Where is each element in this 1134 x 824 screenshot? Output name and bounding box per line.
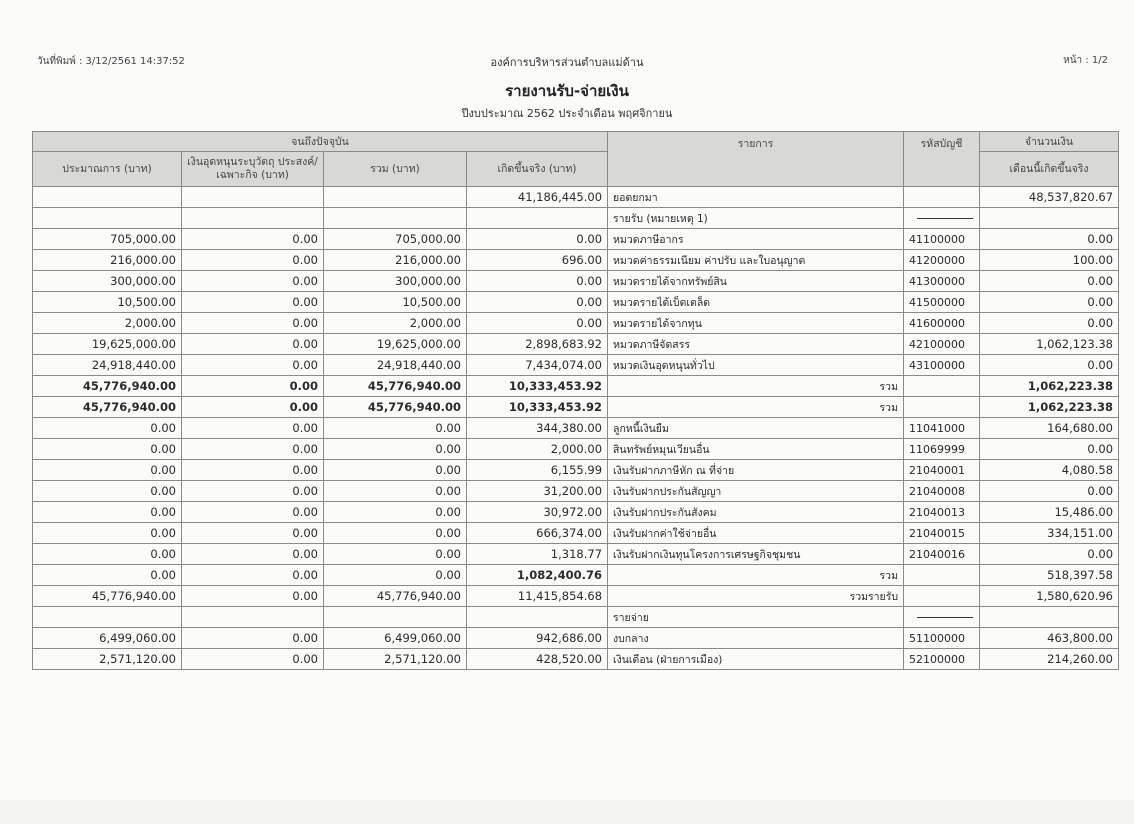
cell-item: หมวดเงินอุดหนุนทั่วไป — [608, 355, 904, 376]
cell-amount: 4,080.58 — [980, 460, 1119, 481]
cell-amount: 0.00 — [980, 271, 1119, 292]
cell-account-code: 51100000 — [904, 628, 980, 649]
cell-actual: 428,520.00 — [467, 649, 608, 670]
cell-item: ยอดยกมา — [608, 187, 904, 208]
cell-account-code: 21040008 — [904, 481, 980, 502]
table-row — [33, 544, 1119, 565]
cell-subsidy: 0.00 — [182, 439, 324, 460]
table-row — [33, 229, 1119, 250]
cell-item: หมวดภาษีอากร — [608, 229, 904, 250]
column-header-estimate: ประมาณการ (บาท) — [33, 152, 182, 187]
table-row — [33, 376, 1119, 397]
cell-actual: 0.00 — [467, 292, 608, 313]
cell-amount: 334,151.00 — [980, 523, 1119, 544]
cell-amount: 1,062,223.38 — [980, 397, 1119, 418]
cell-actual: 2,898,683.92 — [467, 334, 608, 355]
cell-estimate: 6,499,060.00 — [33, 628, 182, 649]
cell-actual: 41,186,445.00 — [467, 187, 608, 208]
cell-subsidy: 0.00 — [182, 313, 324, 334]
cell-account-code — [904, 208, 980, 229]
cell-estimate: 0.00 — [33, 565, 182, 586]
cell-amount: 1,580,620.96 — [980, 586, 1119, 607]
cell-actual: 7,434,074.00 — [467, 355, 608, 376]
cell-estimate: 0.00 — [33, 481, 182, 502]
table-row — [33, 334, 1119, 355]
cell-subsidy: 0.00 — [182, 292, 324, 313]
cell-subsidy: 0.00 — [182, 523, 324, 544]
cell-account-code — [904, 586, 980, 607]
cell-item: หมวดรายได้เบ็ดเตล็ด — [608, 292, 904, 313]
cell-estimate: 0.00 — [33, 523, 182, 544]
cell-estimate: 19,625,000.00 — [33, 334, 182, 355]
cell-actual: 666,374.00 — [467, 523, 608, 544]
cell-estimate: 0.00 — [33, 439, 182, 460]
table-row — [33, 586, 1119, 607]
cell-item: สินทรัพย์หมุนเวียนอื่น — [608, 439, 904, 460]
cell-actual: 696.00 — [467, 250, 608, 271]
cell-amount: 0.00 — [980, 439, 1119, 460]
cell-account-code: 21040013 — [904, 502, 980, 523]
cell-actual — [467, 607, 608, 628]
report-table — [32, 131, 1119, 670]
cell-subsidy: 0.00 — [182, 376, 324, 397]
cell-total: 0.00 — [324, 439, 467, 460]
cell-estimate: 705,000.00 — [33, 229, 182, 250]
cell-account-code: 21040001 — [904, 460, 980, 481]
cell-account-code: 42100000 — [904, 334, 980, 355]
cell-total: 45,776,940.00 — [324, 376, 467, 397]
cell-account-code — [904, 397, 980, 418]
cell-item: เงินรับฝากประกันสังคม — [608, 502, 904, 523]
cell-subsidy: 0.00 — [182, 502, 324, 523]
cell-actual — [467, 208, 608, 229]
cell-subsidy: 0.00 — [182, 649, 324, 670]
cell-estimate: 10,500.00 — [33, 292, 182, 313]
cell-account-code: 41500000 — [904, 292, 980, 313]
cell-account-code — [904, 187, 980, 208]
cell-actual: 31,200.00 — [467, 481, 608, 502]
cell-subsidy: 0.00 — [182, 250, 324, 271]
cell-item: เงินเดือน (ฝ่ายการเมือง) — [608, 649, 904, 670]
report-title: รายงานรับ-จ่ายเงิน — [505, 82, 629, 100]
cell-item: เงินรับฝากค่าใช้จ่ายอื่น — [608, 523, 904, 544]
cell-amount: 0.00 — [980, 355, 1119, 376]
cell-subsidy — [182, 208, 324, 229]
cell-actual: 0.00 — [467, 229, 608, 250]
cell-amount — [980, 607, 1119, 628]
table-row — [33, 460, 1119, 481]
cell-estimate: 0.00 — [33, 502, 182, 523]
cell-subsidy: 0.00 — [182, 418, 324, 439]
cell-actual: 344,380.00 — [467, 418, 608, 439]
cell-account-code — [904, 376, 980, 397]
cell-total: 0.00 — [324, 502, 467, 523]
cell-actual: 11,415,854.68 — [467, 586, 608, 607]
report-subtitle: ปีงบประมาณ 2562 ประจำเดือน พฤศจิกายน — [461, 107, 673, 120]
code-placeholder-line — [917, 617, 973, 618]
table-row — [33, 523, 1119, 544]
table-row — [33, 418, 1119, 439]
cell-item: เงินรับฝากเงินทุนโครงการเศรษฐกิจชุมชน — [608, 544, 904, 565]
cell-total-label: รวม — [608, 376, 904, 397]
cell-account-code: 41200000 — [904, 250, 980, 271]
cell-estimate: 0.00 — [33, 544, 182, 565]
cell-item: งบกลาง — [608, 628, 904, 649]
table-row — [33, 607, 1119, 628]
cell-estimate: 300,000.00 — [33, 271, 182, 292]
table-row — [33, 565, 1119, 586]
cell-amount: 0.00 — [980, 229, 1119, 250]
cell-actual: 942,686.00 — [467, 628, 608, 649]
table-row — [33, 439, 1119, 460]
cell-subsidy: 0.00 — [182, 397, 324, 418]
cell-amount: 518,397.58 — [980, 565, 1119, 586]
cell-estimate: 2,571,120.00 — [33, 649, 182, 670]
cell-subsidy: 0.00 — [182, 229, 324, 250]
cell-amount: 0.00 — [980, 313, 1119, 334]
column-header-item: รายการ — [608, 132, 904, 187]
cell-total — [324, 208, 467, 229]
cell-amount: 1,062,223.38 — [980, 376, 1119, 397]
cell-amount: 48,537,820.67 — [980, 187, 1119, 208]
organization-name: องค์การบริหารส่วนตำบลแม่ด้าน — [490, 56, 644, 69]
cell-total: 6,499,060.00 — [324, 628, 467, 649]
cell-amount: 164,680.00 — [980, 418, 1119, 439]
cell-subsidy — [182, 187, 324, 208]
cell-actual: 6,155.99 — [467, 460, 608, 481]
page-number: หน้า : 1/2 — [1063, 55, 1108, 66]
cell-subsidy: 0.00 — [182, 271, 324, 292]
cell-total: 0.00 — [324, 523, 467, 544]
cell-item: เงินรับฝากภาษีหัก ณ ที่จ่าย — [608, 460, 904, 481]
cell-total: 0.00 — [324, 565, 467, 586]
cell-account-code — [904, 565, 980, 586]
cell-subsidy: 0.00 — [182, 481, 324, 502]
cell-account-code: 43100000 — [904, 355, 980, 376]
cell-total — [324, 187, 467, 208]
cell-account-code: 41600000 — [904, 313, 980, 334]
cell-item: ลูกหนี้เงินยืม — [608, 418, 904, 439]
report-body — [33, 187, 1119, 670]
cell-estimate — [33, 187, 182, 208]
cell-account-code: 41300000 — [904, 271, 980, 292]
table-row — [33, 250, 1119, 271]
cell-amount: 463,800.00 — [980, 628, 1119, 649]
cell-total: 10,500.00 — [324, 292, 467, 313]
cell-estimate: 45,776,940.00 — [33, 397, 182, 418]
cell-amount: 0.00 — [980, 481, 1119, 502]
cell-actual: 1,082,400.76 — [467, 565, 608, 586]
cell-amount: 1,062,123.38 — [980, 334, 1119, 355]
print-date: วันที่พิมพ์ : 3/12/2561 14:37:52 — [37, 56, 185, 67]
cell-subsidy: 0.00 — [182, 565, 324, 586]
cell-amount: 100.00 — [980, 250, 1119, 271]
cell-total: 300,000.00 — [324, 271, 467, 292]
cell-amount — [980, 208, 1119, 229]
cell-total: 19,625,000.00 — [324, 334, 467, 355]
cell-item: รายจ่าย — [608, 607, 904, 628]
cell-account-code: 11041000 — [904, 418, 980, 439]
cell-subsidy: 0.00 — [182, 334, 324, 355]
cell-estimate — [33, 208, 182, 229]
cell-account-code — [904, 607, 980, 628]
column-header-subsidy: เงินอุดหนุนระบุวัตถุ ประสงค์/เฉพาะกิจ (บาท) — [182, 152, 324, 187]
column-header-amount: จำนวนเงิน — [980, 132, 1119, 152]
cell-total: 216,000.00 — [324, 250, 467, 271]
table-row — [33, 502, 1119, 523]
cell-amount: 214,260.00 — [980, 649, 1119, 670]
cell-actual: 1,318.77 — [467, 544, 608, 565]
table-row — [33, 313, 1119, 334]
cell-actual: 30,972.00 — [467, 502, 608, 523]
cell-actual: 10,333,453.92 — [467, 376, 608, 397]
cell-account-code: 21040016 — [904, 544, 980, 565]
column-header-total: รวม (บาท) — [324, 152, 467, 187]
table-row — [33, 628, 1119, 649]
cell-subsidy: 0.00 — [182, 628, 324, 649]
cell-total: 0.00 — [324, 544, 467, 565]
group-header-to-date: จนถึงปัจจุบัน — [33, 132, 608, 152]
table-row — [33, 292, 1119, 313]
cell-total: 705,000.00 — [324, 229, 467, 250]
cell-amount: 15,486.00 — [980, 502, 1119, 523]
table-row — [33, 397, 1119, 418]
cell-account-code: 52100000 — [904, 649, 980, 670]
cell-total: 0.00 — [324, 481, 467, 502]
cell-actual: 2,000.00 — [467, 439, 608, 460]
column-header-amount-this-month: เดือนนี้เกิดขึ้นจริง — [980, 152, 1119, 187]
cell-subsidy: 0.00 — [182, 460, 324, 481]
cell-total: 24,918,440.00 — [324, 355, 467, 376]
table-row — [33, 208, 1119, 229]
cell-estimate: 0.00 — [33, 460, 182, 481]
cell-estimate: 2,000.00 — [33, 313, 182, 334]
column-header-account-code: รหัสบัญชี — [904, 132, 980, 187]
cell-amount: 0.00 — [980, 292, 1119, 313]
cell-account-code: 21040015 — [904, 523, 980, 544]
cell-estimate: 24,918,440.00 — [33, 355, 182, 376]
cell-actual: 10,333,453.92 — [467, 397, 608, 418]
cell-estimate: 216,000.00 — [33, 250, 182, 271]
cell-item: หมวดภาษีจัดสรร — [608, 334, 904, 355]
cell-total: 2,000.00 — [324, 313, 467, 334]
cell-item: หมวดค่าธรรมเนียม ค่าปรับ และใบอนุญาต — [608, 250, 904, 271]
cell-amount: 0.00 — [980, 544, 1119, 565]
cell-subsidy — [182, 607, 324, 628]
cell-subsidy: 0.00 — [182, 544, 324, 565]
table-row — [33, 187, 1119, 208]
cell-total-label: รวมรายรับ — [608, 586, 904, 607]
cell-actual: 0.00 — [467, 313, 608, 334]
cell-actual: 0.00 — [467, 271, 608, 292]
cell-total — [324, 607, 467, 628]
cell-estimate — [33, 607, 182, 628]
cell-total: 0.00 — [324, 418, 467, 439]
table-row — [33, 355, 1119, 376]
cell-total: 2,571,120.00 — [324, 649, 467, 670]
cell-total-label: รวม — [608, 397, 904, 418]
table-row — [33, 481, 1119, 502]
cell-item: รายรับ (หมายเหตุ 1) — [608, 208, 904, 229]
cell-subsidy: 0.00 — [182, 586, 324, 607]
table-row — [33, 649, 1119, 670]
cell-account-code: 11069999 — [904, 439, 980, 460]
cell-total: 45,776,940.00 — [324, 397, 467, 418]
cell-total: 0.00 — [324, 460, 467, 481]
cell-estimate: 45,776,940.00 — [33, 586, 182, 607]
cell-total: 45,776,940.00 — [324, 586, 467, 607]
cell-subsidy: 0.00 — [182, 355, 324, 376]
cell-account-code: 41100000 — [904, 229, 980, 250]
table-row — [33, 271, 1119, 292]
cell-estimate: 0.00 — [33, 418, 182, 439]
cell-total-label: รวม — [608, 565, 904, 586]
column-header-actual: เกิดขึ้นจริง (บาท) — [467, 152, 608, 187]
cell-item: หมวดรายได้จากทรัพย์สิน — [608, 271, 904, 292]
cell-item: เงินรับฝากประกันสัญญา — [608, 481, 904, 502]
code-placeholder-line — [917, 218, 973, 219]
cell-item: หมวดรายได้จากทุน — [608, 313, 904, 334]
cell-estimate: 45,776,940.00 — [33, 376, 182, 397]
